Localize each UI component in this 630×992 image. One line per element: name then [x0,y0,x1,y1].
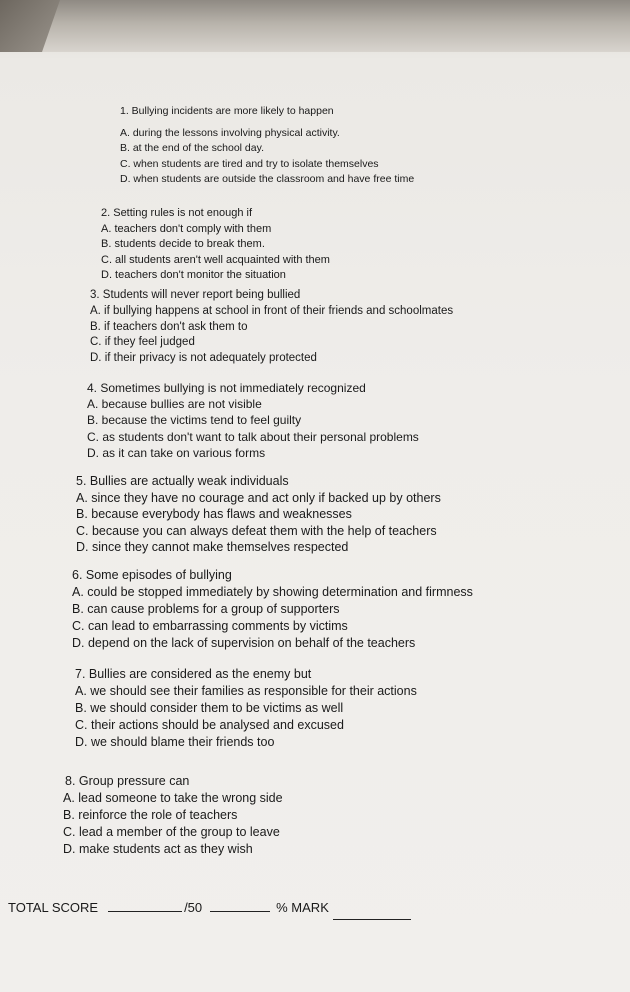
option-c: C. can lead to embarrassing comments by victims [72,619,348,633]
question-2 [101,206,330,284]
option-d: D. make students act as they wish [63,842,253,856]
option-c: C. because you can always defeat them with the help of teachers [76,523,437,538]
score-footer [8,897,411,915]
option-a: A. if bullying happens at school in front of their friends and schoolmates [90,304,454,317]
page-top-shadow [0,0,630,52]
question-stem: 6. Some episodes of bullying [72,568,232,582]
total-score-label: TOTAL SCORE [8,900,99,915]
option-b: B. because everybody has flaws and weaknesses [76,507,352,522]
question-1 [120,104,414,188]
question-stem: 4. Sometimes bullying is not immediately recognized [87,381,366,395]
option-c: C. when students are tired and try to isolate themselves [120,157,379,170]
question-4 [87,380,419,461]
question-stem: 8. Group pressure can [65,774,190,788]
mark-blank [333,905,411,920]
option-a: A. lead someone to take the wrong side [63,791,283,805]
option-a: A. because bullies are not visible [87,397,262,412]
question-8 [59,773,283,858]
option-d: D. teachers don't monitor the situation [101,269,286,281]
question-stem: 2. Setting rules is not enough if [101,207,253,219]
option-b: B. students decide to break them. [101,238,265,250]
option-d: D. depend on the lack of supervision on behalf of the teachers [72,636,416,650]
question-stem: 5. Bullies are actually weak individuals [76,474,289,488]
option-a: A. during the lessons involving physical activity. [120,126,340,139]
option-b: B. if teachers don't ask them to [90,320,248,333]
question-3 [90,288,453,367]
option-c: C. their actions should be analysed and excused [75,718,344,732]
option-c: C. all students aren't well acquainted with them [101,253,330,266]
option-a: A. we should see their families as responsible for their actions [75,684,417,698]
out-of-blank [210,897,270,912]
mark-label: % MARK [276,900,329,915]
option-d: D. we should blame their friends too [75,735,275,749]
option-b: B. can cause problems for a group of supporters [72,602,340,616]
option-c: C. lead a member of the group to leave [63,825,280,839]
question-6 [72,567,473,652]
option-c: C. as students don't want to talk about their personal problems [87,429,419,444]
option-b: B. because the victims tend to feel guilty [87,413,302,428]
question-7 [75,666,417,751]
out-of-label: /50 [184,900,203,915]
option-a: A. since they have no courage and act only if backed up by others [76,490,441,505]
option-d: D. since they cannot make themselves respected [76,540,349,555]
question-5 [76,473,441,556]
score-blank [108,897,182,912]
question-stem: 3. Students will never report being bullied [90,289,301,301]
option-b: B. at the end of the school day. [120,142,264,154]
option-a: A. could be stopped immediately by showing determination and firmness [72,585,473,599]
option-b: B. reinforce the role of teachers [63,808,238,822]
option-d: D. as it can take on various forms [87,445,266,460]
option-a: A. teachers don't comply with them [101,222,272,235]
option-d: D. when students are outside the classroom and have free time [120,173,415,185]
option-d: D. if their privacy is not adequately protected [90,352,317,365]
option-b: B. we should consider them to be victims as well [75,701,344,715]
question-stem: 1. Bullying incidents are more likely to happen [120,105,334,117]
question-stem: 7. Bullies are considered as the enemy but [75,667,312,681]
option-c: C. if they feel judged [90,336,195,349]
